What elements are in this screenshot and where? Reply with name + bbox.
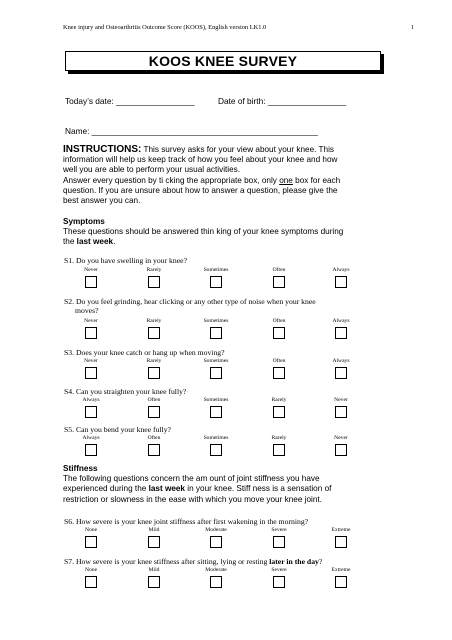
option-label: Sometimes bbox=[203, 358, 229, 364]
answer-checkbox[interactable] bbox=[210, 406, 222, 418]
option-label: Extreme bbox=[331, 527, 351, 533]
answer-checkbox[interactable] bbox=[273, 576, 285, 588]
option-label: Always bbox=[332, 358, 350, 364]
option-label: Moderate bbox=[205, 527, 227, 533]
option-label: Moderate bbox=[205, 567, 227, 573]
name-field[interactable]: Name: _________________________________________________ bbox=[65, 126, 318, 136]
date-of-birth-field[interactable]: Date of birth: _________________ bbox=[218, 96, 347, 106]
instructions-line: information will help us keep track of how you feel about your knee and how bbox=[63, 155, 338, 165]
answer-checkbox[interactable] bbox=[148, 367, 160, 379]
option-label: Severe bbox=[271, 527, 287, 533]
option-label: Sometimes bbox=[203, 267, 229, 273]
option-label: Rarely bbox=[271, 435, 287, 441]
answer-checkbox[interactable] bbox=[148, 327, 160, 339]
stiffness-section bbox=[63, 464, 393, 505]
answer-checkbox[interactable] bbox=[335, 536, 347, 548]
answer-checkbox[interactable] bbox=[335, 367, 347, 379]
answer-checkbox[interactable] bbox=[273, 536, 285, 548]
symptoms-line: the bbox=[63, 237, 77, 247]
question-s1: S1. Do you have swelling in your knee? bbox=[64, 256, 187, 265]
question-s2 bbox=[64, 297, 394, 315]
stiffness-heading: Stiffness bbox=[63, 464, 98, 473]
option-label: Often bbox=[147, 435, 161, 441]
option-label: Never bbox=[334, 435, 348, 441]
answer-checkbox[interactable] bbox=[85, 327, 97, 339]
answer-checkbox[interactable] bbox=[148, 576, 160, 588]
instructions-heading: INSTRUCTIONS: bbox=[63, 144, 142, 155]
symptoms-section bbox=[63, 217, 393, 248]
answer-checkbox[interactable] bbox=[273, 444, 285, 456]
option-label: Extreme bbox=[331, 567, 351, 573]
option-label: Sometimes bbox=[203, 435, 229, 441]
answer-checkbox[interactable] bbox=[335, 576, 347, 588]
symptoms-line: . bbox=[113, 237, 116, 247]
option-label: Always bbox=[332, 267, 350, 273]
answer-checkbox[interactable] bbox=[85, 576, 97, 588]
option-label: None bbox=[84, 567, 98, 573]
answer-checkbox[interactable] bbox=[85, 367, 97, 379]
answer-checkbox[interactable] bbox=[273, 276, 285, 288]
instructions-line: well you are able to perform your usual activities. bbox=[63, 165, 241, 175]
option-label: None bbox=[84, 527, 98, 533]
option-label: Rarely bbox=[271, 397, 287, 403]
question-s6: S6. How severe is your knee joint stiffness after first wakening in the morning? bbox=[64, 517, 309, 526]
symptoms-emphasis: last week bbox=[76, 237, 114, 247]
answer-checkbox[interactable] bbox=[210, 576, 222, 588]
answer-checkbox[interactable] bbox=[210, 327, 222, 339]
page-number: 1 bbox=[411, 24, 415, 31]
option-label: Often bbox=[272, 318, 286, 324]
stiffness-line: restriction or slowness in the ease with which you move your knee joint. bbox=[63, 494, 322, 504]
option-label: Often bbox=[272, 267, 286, 273]
option-label: Never bbox=[334, 397, 348, 403]
answer-checkbox[interactable] bbox=[85, 444, 97, 456]
page-title: KOOS KNEE SURVEY bbox=[148, 53, 298, 69]
answer-checkbox[interactable] bbox=[273, 327, 285, 339]
question-s4: S4. Can you straighten your knee fully? bbox=[64, 387, 187, 396]
question-emphasis: later in the day bbox=[269, 557, 319, 566]
answer-checkbox[interactable] bbox=[210, 536, 222, 548]
document-header: Knee injury and Osteoarthritis Outcome Score (KOOS), English version LK1.0 bbox=[63, 24, 267, 31]
instructions-line: This survey asks for your view about your knee. This bbox=[141, 145, 334, 154]
answer-checkbox[interactable] bbox=[210, 367, 222, 379]
option-label: Mild bbox=[148, 567, 160, 573]
answer-checkbox[interactable] bbox=[148, 406, 160, 418]
answer-checkbox[interactable] bbox=[210, 444, 222, 456]
option-label: Never bbox=[84, 267, 98, 273]
option-label: Often bbox=[272, 358, 286, 364]
question-s7 bbox=[64, 557, 394, 566]
stiffness-line: in your knee. Stiff ness is a sensation of bbox=[185, 484, 332, 494]
answer-checkbox[interactable] bbox=[335, 444, 347, 456]
instructions-line: best answer you can. bbox=[63, 196, 141, 206]
answer-checkbox[interactable] bbox=[273, 406, 285, 418]
instructions-line: question. If you are unsure about how to answer a question, please give the bbox=[63, 185, 338, 195]
answer-checkbox[interactable] bbox=[273, 367, 285, 379]
option-label: Always bbox=[82, 397, 100, 403]
answer-checkbox[interactable] bbox=[85, 406, 97, 418]
option-label: Never bbox=[84, 358, 98, 364]
question-s5: S5. Can you bend your knee fully? bbox=[64, 425, 171, 434]
option-label: Always bbox=[82, 435, 100, 441]
option-label: Always bbox=[332, 318, 350, 324]
answer-checkbox[interactable] bbox=[148, 444, 160, 456]
option-label: Severe bbox=[271, 567, 287, 573]
option-label: Rarely bbox=[146, 358, 162, 364]
instructions-block bbox=[63, 145, 393, 206]
answer-checkbox[interactable] bbox=[335, 327, 347, 339]
instructions-line: box for each bbox=[292, 175, 341, 185]
todays-date-field[interactable]: Today’s date: _________________ bbox=[65, 96, 195, 106]
option-label: Rarely bbox=[146, 318, 162, 324]
symptoms-heading: Symptoms bbox=[63, 217, 105, 226]
stiffness-emphasis: last week bbox=[148, 484, 185, 494]
question-text: moves? bbox=[75, 306, 99, 315]
instructions-emphasis: one bbox=[279, 175, 293, 185]
question-text: S2. Do you feel grinding, hear clicking or any other type of noise when your knee bbox=[64, 297, 316, 306]
answer-checkbox[interactable] bbox=[148, 536, 160, 548]
question-s3: S3. Does your knee catch or hang up when moving? bbox=[64, 348, 225, 357]
option-label: Sometimes bbox=[203, 397, 229, 403]
option-label: Often bbox=[147, 397, 161, 403]
option-label: Mild bbox=[148, 527, 160, 533]
question-text: S7. How severe is your knee stiffness after sitting, lying or resting bbox=[64, 557, 270, 566]
option-label: Rarely bbox=[146, 267, 162, 273]
stiffness-line: experienced during the bbox=[63, 484, 149, 494]
answer-checkbox[interactable] bbox=[210, 276, 222, 288]
instructions-line: Answer every question by ti cking the appropriate box, only bbox=[63, 175, 280, 185]
option-label: Never bbox=[84, 318, 98, 324]
answer-checkbox[interactable] bbox=[85, 276, 97, 288]
answer-checkbox[interactable] bbox=[148, 276, 160, 288]
stiffness-line: The following questions concern the am ount of joint stiffness you have bbox=[63, 474, 320, 484]
question-text: ? bbox=[318, 557, 323, 566]
answer-checkbox[interactable] bbox=[335, 406, 347, 418]
title-box bbox=[65, 51, 381, 71]
option-label: Sometimes bbox=[203, 318, 229, 324]
answer-checkbox[interactable] bbox=[85, 536, 97, 548]
symptoms-line: These questions should be answered thin king of your knee symptoms during bbox=[63, 227, 344, 237]
answer-checkbox[interactable] bbox=[335, 276, 347, 288]
